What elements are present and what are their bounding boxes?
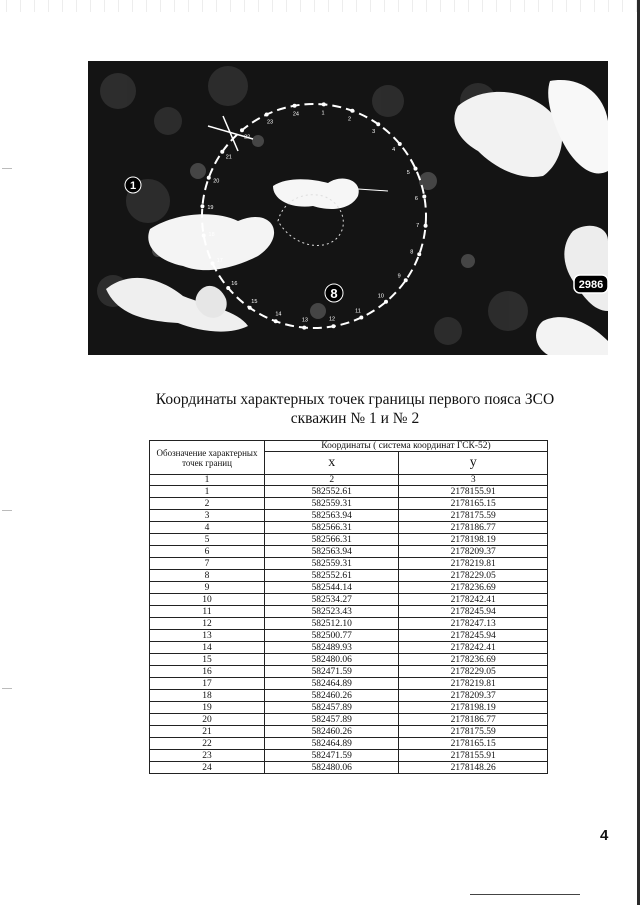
- boundary-point-label: 24: [292, 111, 300, 118]
- zone-1-label: [125, 177, 141, 193]
- point-number-cell: 24: [150, 762, 265, 774]
- x-coordinate-cell: 582566.31: [265, 522, 399, 534]
- x-coordinate-cell: 582559.31: [265, 498, 399, 510]
- boundary-point-label: 16: [231, 280, 238, 287]
- zone-8-label: [325, 284, 343, 302]
- point-number-cell: 7: [150, 558, 265, 570]
- boundary-point-label: 22: [244, 134, 251, 141]
- col-number: 3: [399, 475, 548, 486]
- boundary-point-dot: [274, 319, 278, 323]
- x-coordinate-cell: 582460.26: [265, 690, 399, 702]
- table-row: [150, 678, 548, 690]
- boundary-point-label: 10: [377, 293, 384, 300]
- x-coordinate-cell: 582552.61: [265, 486, 399, 498]
- table-row: [150, 738, 548, 750]
- scan-line-bottom: [470, 894, 580, 895]
- x-coordinate-cell: 582563.94: [265, 546, 399, 558]
- point-number-cell: 9: [150, 582, 265, 594]
- table-row: [150, 750, 548, 762]
- boundary-point-dot: [422, 195, 426, 199]
- header-point-designation: Обозначение характерных точек границ: [150, 441, 265, 475]
- boundary-point-label: 3: [372, 128, 376, 135]
- table-row: [150, 522, 548, 534]
- boundary-point-dot: [220, 150, 224, 154]
- point-number-cell: 3: [150, 510, 265, 522]
- boundary-point-label: 7: [416, 223, 420, 230]
- scan-noise-top: [0, 0, 640, 12]
- boundary-point-label: 5: [406, 170, 410, 177]
- boundary-point-dot: [302, 326, 306, 330]
- boundary-point-dot: [331, 324, 335, 328]
- y-coordinate-cell: 2178245.94: [399, 630, 548, 642]
- boundary-point-dot: [376, 122, 380, 126]
- x-coordinate-cell: 582457.89: [265, 702, 399, 714]
- boundary-point-dot: [414, 167, 418, 171]
- x-coordinate-cell: 582457.89: [265, 714, 399, 726]
- y-coordinate-cell: 2178219.81: [399, 678, 548, 690]
- boundary-point-dot: [322, 102, 326, 106]
- header-coordinates: Координаты ( система координат ГСК-52): [265, 441, 548, 452]
- y-coordinate-cell: 2178236.69: [399, 582, 548, 594]
- y-coordinate-cell: 2178175.59: [399, 726, 548, 738]
- boundary-point-dot: [248, 306, 252, 310]
- boundary-point-dot: [202, 233, 206, 237]
- y-coordinate-cell: 2178247.13: [399, 618, 548, 630]
- y-coordinate-cell: 2178209.37: [399, 690, 548, 702]
- page-number: 4: [600, 827, 609, 844]
- table-row: [150, 666, 548, 678]
- boundary-point-label: 17: [216, 257, 223, 264]
- x-coordinate-cell: 582489.93: [265, 642, 399, 654]
- boundary-point-label: 14: [275, 311, 282, 318]
- boundary-point-label: 19: [207, 204, 214, 211]
- boundary-point-label: 18: [208, 232, 215, 239]
- table-row: [150, 690, 548, 702]
- table-row: [150, 498, 548, 510]
- y-coordinate-cell: 2178186.77: [399, 522, 548, 534]
- point-number-cell: 18: [150, 690, 265, 702]
- boundary-point-dot: [384, 300, 388, 304]
- point-number-cell: 19: [150, 702, 265, 714]
- point-number-cell: 17: [150, 678, 265, 690]
- svg-text:8: 8: [330, 286, 338, 301]
- table-row: [150, 510, 548, 522]
- point-number-cell: 5: [150, 534, 265, 546]
- boundary-point-dot: [207, 176, 211, 180]
- table-caption: [120, 390, 590, 428]
- y-coordinate-cell: 2178148.26: [399, 762, 548, 774]
- x-coordinate-cell: 582480.06: [265, 762, 399, 774]
- point-number-cell: 11: [150, 606, 265, 618]
- table-row: [150, 570, 548, 582]
- caption-line-2: скважин № 1 и № 2: [290, 410, 420, 427]
- table-row: [150, 714, 548, 726]
- boundary-point-label: 9: [397, 273, 401, 280]
- point-number-cell: 13: [150, 630, 265, 642]
- boundary-point-dot: [210, 261, 214, 265]
- table-row: [150, 762, 548, 774]
- x-coordinate-cell: 582460.26: [265, 726, 399, 738]
- table-row: [150, 654, 548, 666]
- point-number-cell: 23: [150, 750, 265, 762]
- x-coordinate-cell: 582563.94: [265, 510, 399, 522]
- boundary-point-dot: [359, 316, 363, 320]
- satellite-map: [88, 61, 608, 355]
- col-number: 1: [150, 475, 265, 486]
- boundary-point-dot: [398, 142, 402, 146]
- x-coordinate-cell: 582544.14: [265, 582, 399, 594]
- boundary-point-dot: [226, 286, 230, 290]
- point-number-cell: 2: [150, 498, 265, 510]
- scan-mark: [2, 168, 12, 169]
- x-coordinate-cell: 582471.59: [265, 666, 399, 678]
- point-number-cell: 15: [150, 654, 265, 666]
- boundary-point-dot: [350, 109, 354, 113]
- table-row: [150, 486, 548, 498]
- y-coordinate-cell: 2178155.91: [399, 486, 548, 498]
- point-number-cell: 20: [150, 714, 265, 726]
- y-coordinate-cell: 2178242.41: [399, 594, 548, 606]
- y-coordinate-cell: 2178155.91: [399, 750, 548, 762]
- scan-mark: [2, 688, 12, 689]
- y-coordinate-cell: 2178229.05: [399, 570, 548, 582]
- point-number-cell: 14: [150, 642, 265, 654]
- x-coordinate-cell: 582500.77: [265, 630, 399, 642]
- boundary-point-label: 6: [414, 195, 418, 202]
- boundary-point-label: 8: [410, 249, 414, 256]
- header-y: у: [399, 452, 548, 475]
- boundary-point-dot: [200, 204, 204, 208]
- x-coordinate-cell: 582559.31: [265, 558, 399, 570]
- table-row: [150, 594, 548, 606]
- boundary-point-dot: [265, 112, 269, 116]
- svg-text:2986: 2986: [578, 279, 604, 291]
- road-number-label: [574, 275, 608, 293]
- y-coordinate-cell: 2178229.05: [399, 666, 548, 678]
- point-number-cell: 16: [150, 666, 265, 678]
- boundary-point-dot: [424, 224, 428, 228]
- boundary-point-dot: [293, 104, 297, 108]
- y-coordinate-cell: 2178165.15: [399, 738, 548, 750]
- x-coordinate-cell: 582480.06: [265, 654, 399, 666]
- boundary-point-dot: [404, 278, 408, 282]
- y-coordinate-cell: 2178242.41: [399, 642, 548, 654]
- table-row: [150, 558, 548, 570]
- x-coordinate-cell: 582464.89: [265, 738, 399, 750]
- x-coordinate-cell: 582464.89: [265, 678, 399, 690]
- x-coordinate-cell: 582552.61: [265, 570, 399, 582]
- map-svg: [88, 61, 608, 355]
- table-row: [150, 702, 548, 714]
- table-row: [150, 726, 548, 738]
- point-number-cell: 1: [150, 486, 265, 498]
- boundary-point-label: 15: [251, 299, 258, 306]
- point-number-cell: 6: [150, 546, 265, 558]
- table-row: [150, 606, 548, 618]
- x-coordinate-cell: 582471.59: [265, 750, 399, 762]
- point-number-cell: 12: [150, 618, 265, 630]
- caption-line-1: Координаты характерных точек границы первого пояса ЗСО: [155, 391, 555, 408]
- y-coordinate-cell: 2178219.81: [399, 558, 548, 570]
- boundary-point-label: 13: [301, 317, 308, 324]
- y-coordinate-cell: 2178245.94: [399, 606, 548, 618]
- table-row: [150, 546, 548, 558]
- svg-text:1: 1: [129, 180, 137, 192]
- col-number: 2: [265, 475, 399, 486]
- boundary-point-dot: [240, 128, 244, 132]
- boundary-point-label: 23: [266, 119, 274, 126]
- y-coordinate-cell: 2178175.59: [399, 510, 548, 522]
- x-coordinate-cell: 582566.31: [265, 534, 399, 546]
- table-body: [150, 486, 548, 774]
- x-coordinate-cell: 582534.27: [265, 594, 399, 606]
- y-coordinate-cell: 2178186.77: [399, 714, 548, 726]
- boundary-point-dot: [417, 252, 421, 256]
- y-coordinate-cell: 2178198.19: [399, 702, 548, 714]
- x-coordinate-cell: 582523.43: [265, 606, 399, 618]
- boundary-point-label: 11: [355, 308, 361, 315]
- point-number-cell: 10: [150, 594, 265, 606]
- boundary-point-label: 2: [348, 116, 352, 123]
- table-row: [150, 642, 548, 654]
- scan-mark: [2, 510, 12, 511]
- boundary-point-label: 1: [321, 110, 325, 117]
- y-coordinate-cell: 2178165.15: [399, 498, 548, 510]
- boundary-point-label: 20: [213, 178, 220, 185]
- table-row: [150, 534, 548, 546]
- table-row: [150, 618, 548, 630]
- coordinates-table: [149, 440, 548, 774]
- table-row: [150, 630, 548, 642]
- point-number-cell: 22: [150, 738, 265, 750]
- point-number-cell: 4: [150, 522, 265, 534]
- boundary-point-label: 12: [328, 316, 336, 323]
- point-number-cell: 21: [150, 726, 265, 738]
- y-coordinate-cell: 2178209.37: [399, 546, 548, 558]
- x-coordinate-cell: 582512.10: [265, 618, 399, 630]
- header-x: х: [265, 452, 399, 475]
- point-number-cell: 8: [150, 570, 265, 582]
- boundary-point-label: 21: [225, 154, 232, 161]
- boundary-point-label: 4: [392, 147, 396, 154]
- table-row: [150, 582, 548, 594]
- y-coordinate-cell: 2178198.19: [399, 534, 548, 546]
- y-coordinate-cell: 2178236.69: [399, 654, 548, 666]
